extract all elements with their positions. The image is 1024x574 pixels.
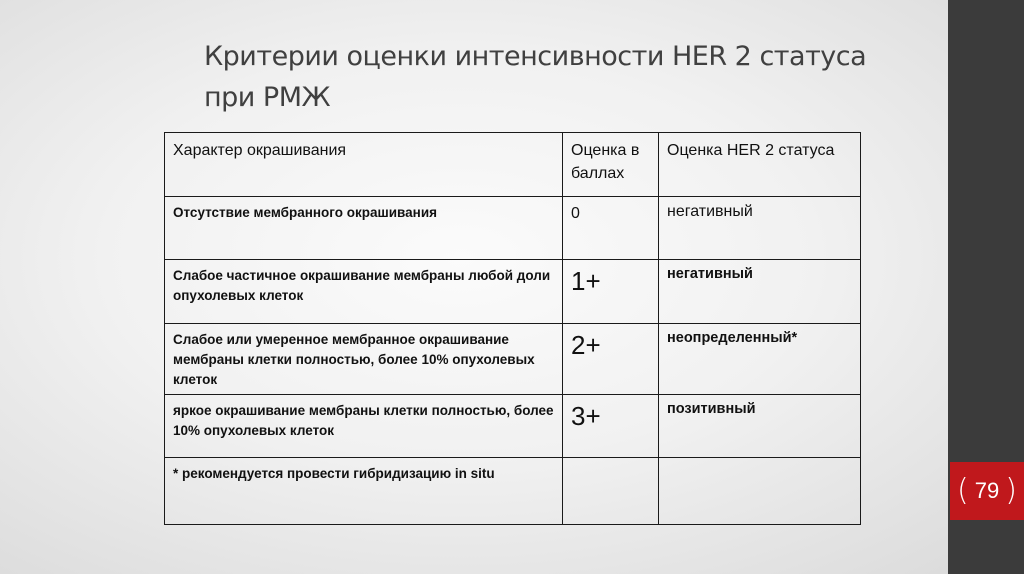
row-status: позитивный [659,395,861,458]
table-row-footnote [165,458,861,525]
row-status: негативный [659,260,861,324]
row-description: Слабое или умеренное мембранное окрашивание мембраны клетки полностью, более 10% опухолевых клеток [165,324,563,395]
table-header-row [165,133,861,197]
row-description: Слабое частичное окрашивание мембраны любой доли опухолевых клеток [165,260,563,324]
table-row [165,324,861,395]
footnote-text: * рекомендуется провести гибридизацию in situ [165,458,563,525]
right-bracket-icon: ) [1005,473,1017,508]
table-row [165,260,861,324]
row-score: 3+ [563,395,659,458]
slide-title [204,36,904,118]
header-staining-character: Характер окрашивания [165,133,563,197]
header-score: Оценка в баллах [563,133,659,197]
row-score: 1+ [563,260,659,324]
row-status: неопределенный* [659,324,861,395]
row-score: 0 [563,197,659,260]
table-row [165,197,861,260]
row-description: Отсутствие мембранного окрашивания [165,197,563,260]
page-number-badge [950,462,1024,520]
row-score: 2+ [563,324,659,395]
table-row [165,395,861,458]
her2-criteria-table [164,132,861,525]
row-description: яркое окрашивание мембраны клетки полностью, более 10% опухолевых клеток [165,395,563,458]
header-her2-status: Оценка HER 2 статуса [659,133,861,197]
left-bracket-icon: ( [957,473,969,508]
row-status-empty [659,458,861,525]
page-number: 79 [974,478,1000,503]
row-score-empty [563,458,659,525]
title-line-1: Критерии оценки интенсивности HER 2 статуса [204,41,867,72]
title-line-2: при РМЖ [204,82,331,113]
row-status: негативный [659,197,861,260]
